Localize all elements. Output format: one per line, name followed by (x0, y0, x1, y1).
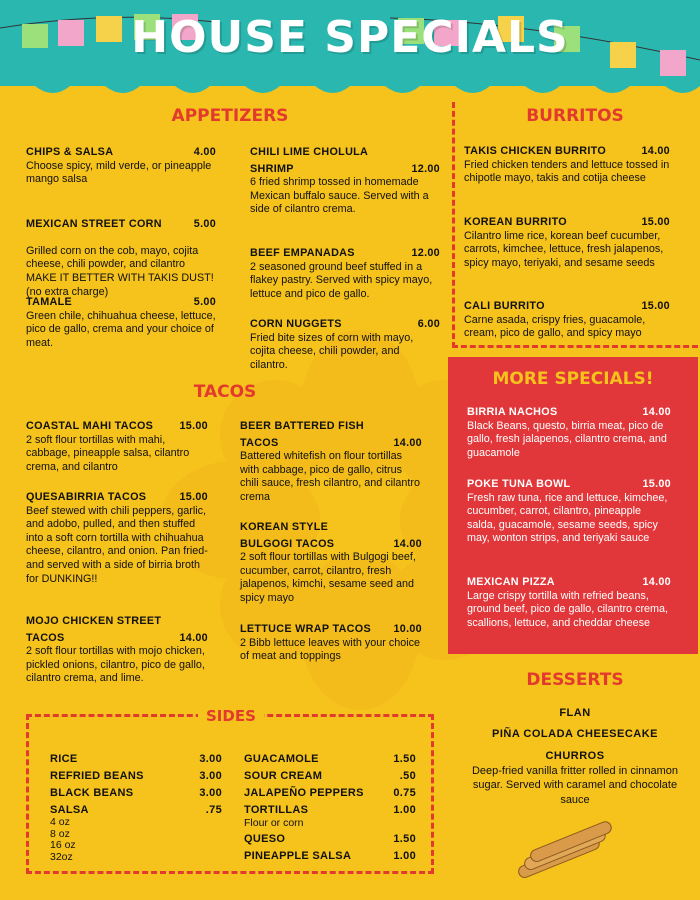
dessert-description: Deep-fried vanilla fritter rolled in cinnamon sugar. Served with caramel and chocolate sauce (471, 764, 679, 806)
item-name-line1: KOREAN STYLE (240, 521, 329, 533)
item-name: KOREAN BURRITO (464, 216, 567, 228)
item-name: LETTUCE WRAP TACOS (240, 623, 371, 635)
menu-item (26, 146, 216, 187)
item-price: 12.00 (411, 162, 440, 175)
item-name: POKE TUNA BOWL (467, 478, 571, 490)
dessert-name: CHURROS (545, 750, 605, 762)
menu-item (467, 406, 671, 460)
item-name: CALI BURRITO (464, 300, 545, 312)
item-description: Carne asada, crispy fries, guacamole, cream, pico de gallo, and spicy mayo (464, 313, 646, 340)
side-name: TORTILLAS (244, 804, 309, 816)
item-description: Battered whitefish on flour tortillas with cabbage, pico de gallo, citrus chili sauce, fresh cilantro, and cilantro crema (240, 450, 421, 503)
item-price: 14.00 (393, 436, 422, 449)
item-name: QUESABIRRIA TACOS (26, 491, 147, 503)
menu-item (464, 300, 670, 341)
item-description: Cilantro lime rice, korean beef cucumber, carrots, kimchee, lettuce, fresh jalapenos, spicy mayo, teriyaki, and sesame seeds (464, 229, 664, 269)
menu-item (464, 145, 670, 186)
dessert-item (458, 749, 692, 807)
side-item (244, 769, 416, 783)
menu-item (464, 216, 670, 270)
item-description: Black Beans, questo, birria meat, pico de gallo, fresh jalapenos, cilantro crema, and guacamole (467, 419, 667, 459)
item-price: 12.00 (411, 247, 440, 259)
tacos-title: TACOS (193, 382, 257, 402)
item-price: 6.00 (417, 318, 440, 330)
side-price: 1.50 (393, 833, 416, 845)
side-name: GUACAMOLE (244, 753, 319, 765)
item-description: Large crispy tortilla with refried beans, ground beef, pico de gallo, cilantro crema, scallions, lettuce, and cheddar cheese (467, 589, 669, 629)
desserts-title: DESSERTS (526, 670, 624, 690)
item-name: TAKIS CHICKEN BURRITO (464, 145, 607, 157)
item-price: 5.00 (193, 217, 216, 230)
item-price: 10.00 (393, 623, 422, 635)
item-description: 2 seasoned ground beef stuffed in a flakey pastry. Served with spicy mayo, lettuce and pico de gallo. (250, 260, 433, 300)
item-description: Fresh raw tuna, rice and lettuce, kimchee, cucumber, carrot, cilantro, pineapple salda, guacamole, sesame seeds, spicy may, wonton strips, and teriyaki sauce (467, 491, 668, 545)
item-price: 14.00 (641, 145, 670, 157)
side-note: Flour or corn (244, 817, 304, 829)
item-price: 15.00 (179, 491, 208, 503)
item-description: Green chile, chihuahua cheese, lettuce, pico de gallo, crema and your choice of meat. (26, 309, 216, 349)
item-description: Beef stewed with chili peppers, garlic, and adobo, pulled, and then stuffed into a soft corn tortilla with chihuahua cheese, cilantro, and onion. Pan fried- and served with a side of birria broth for DUNKING!! (26, 504, 208, 585)
more-specials-panel (448, 357, 698, 654)
menu-item (467, 576, 671, 630)
menu-item (26, 296, 216, 350)
item-description: Fried chicken tenders and lettuce tossed in chipotle mayo, takis and cotija cheese (464, 158, 670, 185)
item-name: TAMALE (26, 296, 72, 308)
item-name-line1: MOJO CHICKEN STREET (26, 615, 162, 627)
item-description: 6 fried shrimp tossed in homemade Mexican buffalo sauce. Served with a side of cilantro crema. (250, 176, 429, 216)
side-price: 1.00 (393, 804, 416, 816)
side-item (244, 832, 416, 846)
menu-item (467, 478, 671, 546)
side-price: 1.50 (393, 753, 416, 765)
side-price: 3.00 (199, 753, 222, 765)
menu-item (26, 491, 208, 586)
menu-item (250, 318, 440, 372)
item-name: MEXICAN STREET CORN (26, 217, 162, 230)
item-description: Choose spicy, mild verde, or pineapple mango salsa (26, 159, 212, 186)
item-price: 14.00 (642, 406, 671, 418)
item-price: 5.00 (193, 296, 216, 308)
page-title: HOUSE SPECIALS (131, 12, 569, 63)
item-name: CORN NUGGETS (250, 318, 342, 330)
item-price: 4.00 (193, 146, 216, 158)
sides-list-right (244, 752, 416, 863)
side-price: 3.00 (199, 770, 222, 782)
menu-item (240, 420, 422, 505)
side-price: 1.00 (393, 850, 416, 862)
item-description: 2 soft flour tortillas with Bulgogi beef, cucumber, carrot, cilantro, fresh jalapenos, kimchi, sesame seed and spicy mayo (240, 551, 416, 604)
item-description: 2 soft flour tortillas with mahi, cabbage, pineapple salsa, cilantro crema, and cilantro (26, 433, 190, 473)
menu-item (26, 615, 208, 686)
more-specials-title: MORE SPECIALS! (492, 369, 654, 389)
item-description: Grilled corn on the cob, mayo, cojita cheese, chili powder, and cilantro MAKE IT BETTER WITH TAKIS DUST! (no extra charge) (26, 244, 214, 298)
side-name: BLACK BEANS (50, 787, 134, 799)
dessert-name: PIÑA COLADA CHEESECAKE (491, 728, 659, 740)
item-description: 2 Bibb lettuce leaves with your choice of meat and toppings (240, 636, 421, 663)
item-description: Fried bite sizes of corn with mayo, cojita cheese, chili powder, and cilantro. (250, 331, 414, 371)
side-item (50, 803, 222, 817)
side-item (244, 752, 416, 766)
side-price: 3.00 (199, 787, 222, 799)
churros-icon (508, 812, 618, 882)
side-item (244, 803, 416, 817)
item-name: TACOS (240, 436, 279, 449)
side-name: PINEAPPLE SALSA (244, 850, 352, 862)
menu-item (240, 623, 422, 664)
menu-item (250, 247, 440, 301)
item-description: 2 soft flour tortillas with mojo chicken, pickled onions, cilantro, pico de gallo, cilantro crema, and lime. (26, 645, 205, 685)
dessert-item (452, 727, 698, 742)
item-name: MEXICAN PIZZA (467, 576, 555, 588)
item-name: SHRIMP (250, 162, 294, 175)
menu-item (26, 420, 208, 474)
menu-item (240, 521, 422, 606)
side-name: RICE (50, 753, 78, 765)
side-name: REFRIED BEANS (50, 770, 144, 782)
item-price: 15.00 (641, 300, 670, 312)
dessert-name: FLAN (559, 707, 591, 719)
item-name: BEEF EMPANADAS (250, 247, 355, 259)
side-name: SOUR CREAM (244, 770, 323, 782)
item-price: 14.00 (393, 537, 422, 550)
side-price: .75 (205, 804, 222, 816)
burritos-title: BURRITOS (526, 106, 624, 126)
sides-list-left (50, 752, 222, 863)
side-item (50, 786, 222, 800)
side-price: 0.75 (393, 787, 416, 799)
item-name: COASTAL MAHI TACOS (26, 420, 154, 432)
item-price: 15.00 (179, 420, 208, 432)
item-name: BIRRIA NACHOS (467, 406, 558, 418)
side-sizes: 4 oz 8 oz 16 oz 32oz (50, 816, 76, 863)
sides-title: SIDES (198, 707, 264, 725)
appetizers-title: APPETIZERS (171, 106, 289, 126)
item-price: 14.00 (642, 576, 671, 588)
dessert-item (452, 706, 698, 721)
item-price: 15.00 (641, 216, 670, 228)
item-price: 14.00 (179, 631, 208, 644)
side-name: QUESO (244, 833, 286, 845)
side-item (244, 786, 416, 800)
side-price: .50 (399, 770, 416, 782)
side-item (50, 752, 222, 766)
item-name: CHIPS & SALSA (26, 146, 114, 158)
item-name-line1: BEER BATTERED FISH (240, 420, 364, 432)
item-price: 15.00 (642, 478, 671, 490)
item-name: TACOS (26, 631, 65, 644)
side-name: JALAPEÑO PEPPERS (244, 787, 364, 799)
side-item (50, 769, 222, 783)
menu-item (250, 146, 440, 217)
item-name: BULGOGI TACOS (240, 537, 335, 550)
side-item (244, 849, 416, 863)
side-name: SALSA (50, 804, 89, 816)
item-name-line1: CHILI LIME CHOLULA (250, 146, 369, 158)
